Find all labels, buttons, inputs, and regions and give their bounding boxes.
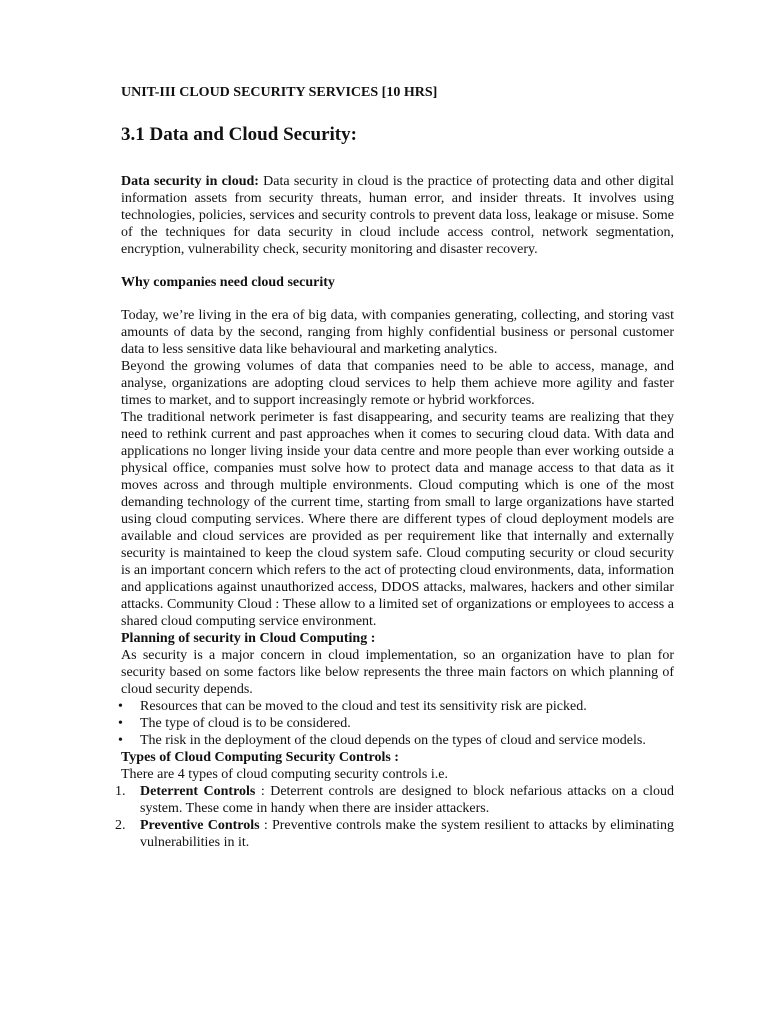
control-title: Deterrent Controls	[140, 784, 256, 799]
paragraph-beyond: Beyond the growing volumes of data that companies need to be able to access, manage, and analyse, organizations are adopting cloud services to help them achieve more agility and faster times to market, and to support increasingly remote or hybrid workforces.	[121, 359, 674, 408]
types-intro: There are 4 types of cloud computing security controls i.e.	[121, 767, 448, 782]
data-security-paragraph	[121, 173, 674, 258]
item-number: 2.	[115, 818, 126, 833]
list-item	[118, 732, 674, 749]
document-body	[115, 84, 675, 851]
planning-text: As security is a major concern in cloud implementation, so an organization have to plan for security based on some factors like below represents the three main factors on which planning of cloud security depends.	[121, 648, 674, 697]
bullet-text: The risk in the deployment of the cloud depends on the types of cloud and service models.	[140, 733, 646, 748]
list-item	[115, 817, 674, 851]
list-item	[118, 698, 674, 715]
types-heading: Types of Cloud Computing Security Controls :	[121, 750, 399, 765]
bullet-icon: •	[118, 733, 123, 748]
bullet-text: The type of cloud is to be considered.	[140, 716, 351, 731]
data-security-label: Data security in cloud:	[121, 174, 259, 189]
data-security-text: Data security in cloud is the practice of protecting data and other digital information assets from security threats, human error, and insider threats. It involves using technologies, policies, services and security controls to prevent data loss, leakage or misuse. Some of the techniques for data security in cloud include access control, network segmentation, encryption, vulnerability check, security monitoring and disaster recovery.	[121, 174, 675, 257]
control-text: : Deterrent controls are designed to block nefarious attacks on a cloud system. These come in handy when there are insider attackers.	[140, 784, 674, 816]
planning-heading: Planning of security in Cloud Computing :	[121, 631, 376, 646]
paragraph-perimeter: The traditional network perimeter is fast disappearing, and security teams are realizing that they need to rethink current and past approaches when it comes to securing cloud data. With data and applications no longer living inside your data centre and more people than ever working outside a physical office, companies must solve how to protect data and manage access to that data as it moves across and through multiple environments. Cloud computing which is one of the most demanding technology of the current time, starting from small to large organizations have started using cloud computing services. Where there are different types of cloud deployment models are available and cloud services are provided as per requirement like that internally and externally security is maintained to keep the cloud system safe. Cloud computing security or cloud security is an important concern which refers to the act of protecting cloud environments, data, information and applications against unauthorized access, DDOS attacks, malwares, hackers and other similar attacks. Community Cloud : These allow to a limited set of organizations or employees to access a shared cloud computing service environment.	[121, 410, 674, 629]
controls-list	[115, 783, 674, 851]
why-heading: Why companies need cloud security	[121, 275, 335, 290]
list-item	[115, 783, 674, 817]
bullet-text: Resources that can be moved to the cloud and test its sensitivity risk are picked.	[140, 699, 587, 714]
bullet-icon: •	[118, 699, 123, 714]
control-title: Preventive Controls	[140, 818, 260, 833]
unit-title: UNIT-III CLOUD SECURITY SERVICES [10 HRS]	[121, 85, 438, 100]
control-text: : Preventive controls make the system resilient to attacks by eliminating vulnerabilities in it.	[140, 818, 674, 850]
item-number: 1.	[115, 784, 126, 799]
paragraph-today: Today, we’re living in the era of big data, with companies generating, collecting, and storing vast amounts of data by the second, ranging from highly confidential business or personal customer data to less sensitive data like behavioural and marketing analytics.	[121, 308, 674, 357]
planning-bullet-list	[118, 698, 674, 749]
bullet-icon: •	[118, 716, 123, 731]
list-item	[118, 715, 674, 732]
section-title: 3.1 Data and Cloud Security:	[121, 124, 357, 145]
